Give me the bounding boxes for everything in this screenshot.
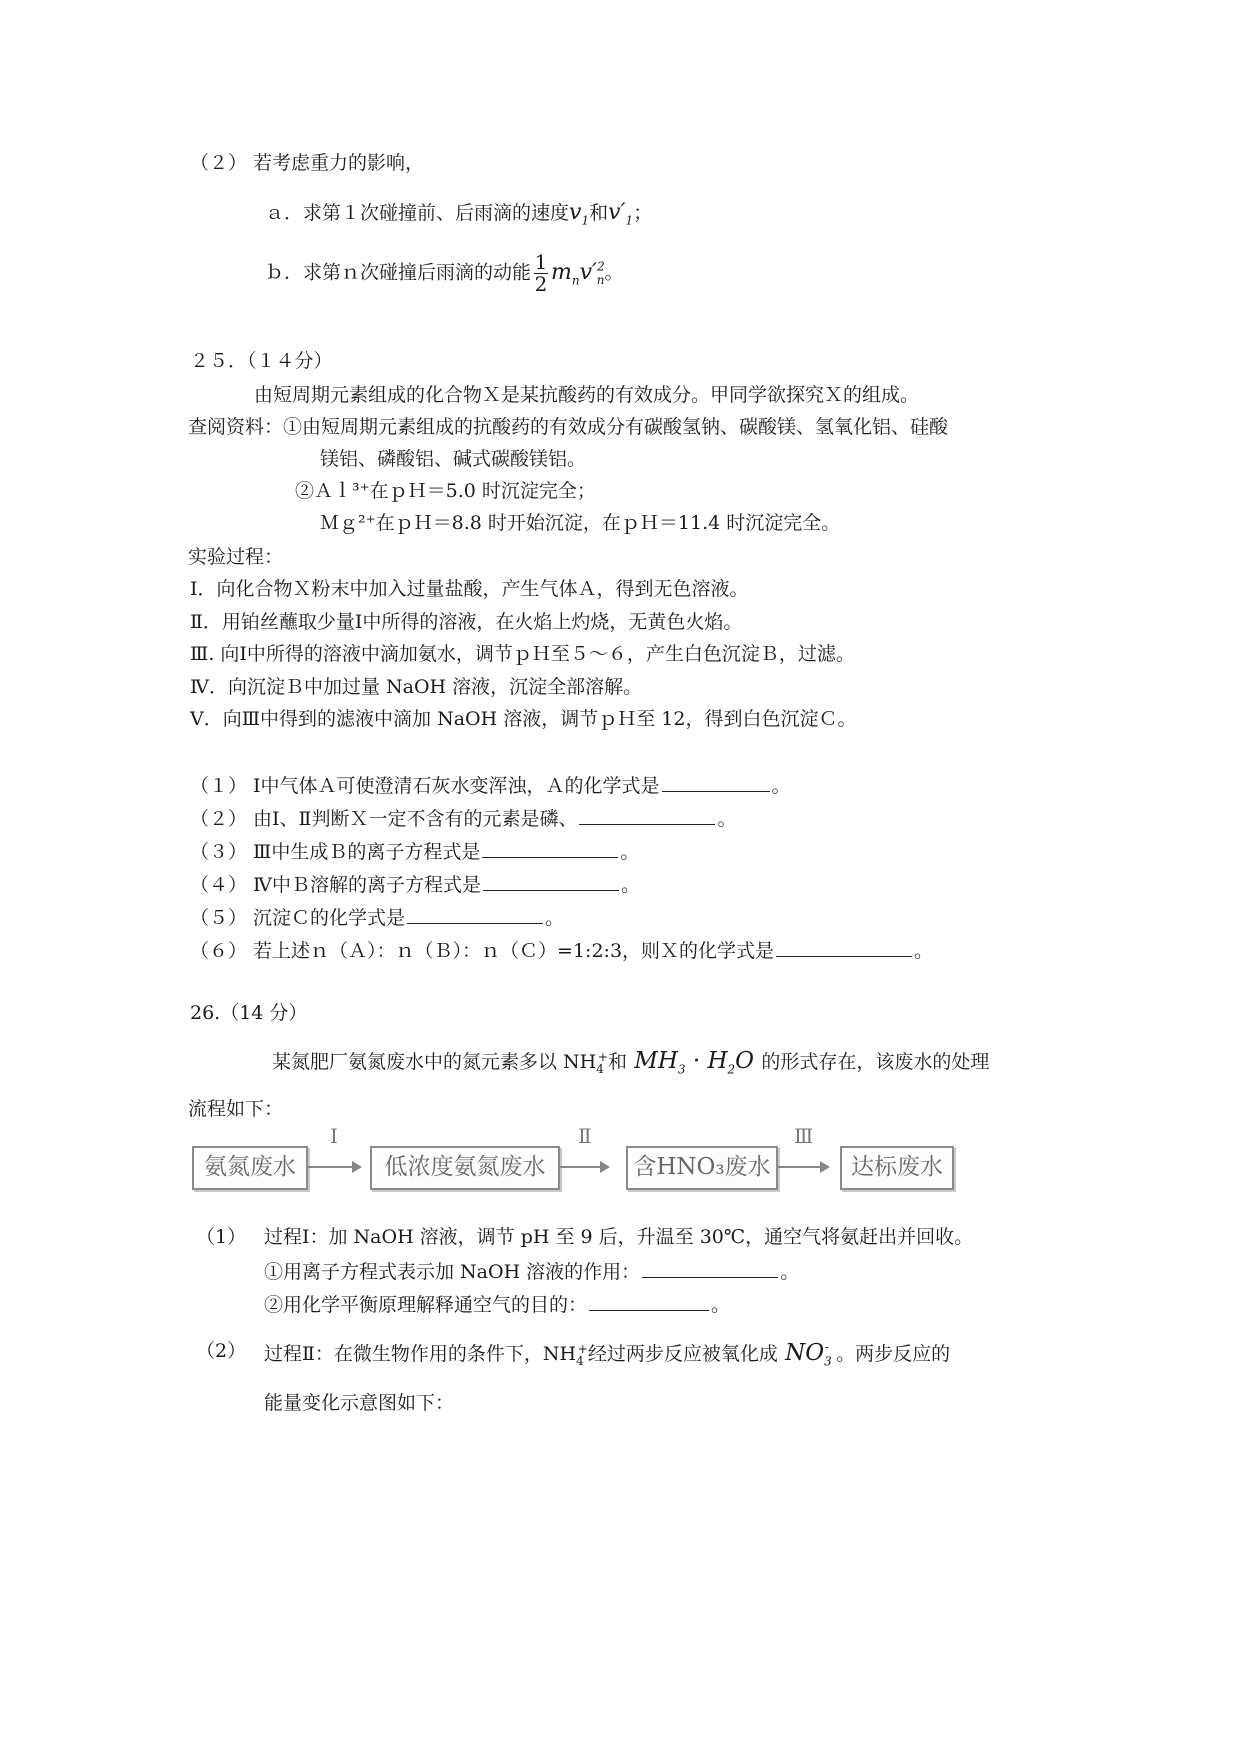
q25-header: ２５．（１４分） xyxy=(190,350,333,372)
q25-question-4-text: （４） Ⅳ中Ｂ溶解的离子方程式是 xyxy=(190,874,482,896)
v1-symbol: $v_1$ xyxy=(569,200,590,228)
answer-blank-5[interactable] xyxy=(407,905,543,924)
q25-step-5: Ⅴ．向Ⅲ中得到的滤液中滴加 NaOH 溶液，调节ｐＨ至 12，得到白色沉淀Ｃ。 xyxy=(190,708,857,730)
q26-part2-b: 经过两步反应被氧化成 xyxy=(587,1343,778,1365)
q25-reference-2: ②Ａｌ³⁺在ｐＨ＝5.0 时沉淀完全； xyxy=(295,480,596,502)
q24-part-a-mid: 和 xyxy=(589,202,609,224)
flow-step-1: Ⅰ xyxy=(330,1124,338,1148)
q25-question-1-text: （１） Ⅰ中气体Ａ可使澄清石灰水变浑浊，Ａ的化学式是 xyxy=(190,775,660,797)
answer-blank-6[interactable] xyxy=(776,938,912,957)
flow-arrow-1 xyxy=(308,1166,360,1168)
answer-blank-2[interactable] xyxy=(579,806,715,825)
answer-blank-7[interactable] xyxy=(642,1259,778,1278)
q25-step-2: Ⅱ．用铂丝蘸取少量Ⅰ中所得的溶液，在火焰上灼烧，无黄色火焰。 xyxy=(190,611,743,633)
q25-reference-1: 查阅资料：①由短周期元素组成的抗酸药的有效成分有碳酸氢钠、碳酸镁、氢氧化铝、硅酸 xyxy=(188,416,949,438)
q24-part-a-text: ａ．求第１次碰撞前、后雨滴的速度 xyxy=(265,202,570,224)
q25-question-6 xyxy=(190,938,933,963)
q26-part1-b-text: ②用化学平衡原理解释通空气的目的： xyxy=(264,1294,588,1316)
q25-question-3-text: （３） Ⅲ中生成Ｂ的离子方程式是 xyxy=(190,841,481,863)
q26-intro: 某氮肥厂氨氮废水中的氮元素多以 $NH_4^+$和 $MH_3 \cdot H_2O$ 的形式存在，该废水的处理 xyxy=(272,1048,990,1077)
flow-step-3: Ⅲ xyxy=(794,1124,814,1148)
flow-box-hno3-wastewater: 含HNO₃废水 xyxy=(626,1146,778,1190)
flow-box-compliant-wastewater: 达标废水 xyxy=(840,1146,954,1190)
q25-question-2 xyxy=(190,806,736,831)
answer-blank-1[interactable] xyxy=(662,773,770,792)
q25-question-5-text: （５） 沉淀Ｃ的化学式是 xyxy=(190,907,406,929)
q25-step-3: Ⅲ. 向Ⅰ中所得的溶液中滴加氨水，调节ｐＨ至５～６，产生白色沉淀Ｂ，过滤。 xyxy=(190,643,855,665)
q26-part2-c: 。两步反应的 xyxy=(836,1343,951,1365)
q25-question-3 xyxy=(190,839,639,864)
q25-question-5-end: 。 xyxy=(545,907,565,929)
q24-part-b xyxy=(265,252,623,295)
q26-part1-b-end: 。 xyxy=(711,1294,731,1316)
q25-question-6-end: 。 xyxy=(914,940,934,962)
q25-question-2-end: 。 xyxy=(717,808,737,830)
q25-question-2-text: （２） 由Ⅰ、Ⅱ判断Ｘ一定不含有的元素是磷、 xyxy=(190,808,578,830)
q26-part1-label: （1） xyxy=(196,1226,247,1248)
q26-part2-label: （2） xyxy=(196,1340,247,1362)
q25-reference-1b: 镁铝、磷酸铝、碱式碳酸镁铝。 xyxy=(320,448,587,470)
q26-part1-b xyxy=(264,1292,730,1317)
q25-question-3-end: 。 xyxy=(620,841,640,863)
q26-part1-a-end: 。 xyxy=(780,1261,800,1283)
q26-intro-a: 某氮肥厂氨氮废水中的氮元素多以 NH xyxy=(272,1051,597,1073)
q25-step-1: Ⅰ．向化合物Ｘ粉末中加入过量盐酸，产生气体Ａ，得到无色溶液。 xyxy=(190,578,749,600)
flow-step-2: Ⅱ xyxy=(578,1124,592,1148)
q26-part1-a-text: ①用离子方程式表示加 NaOH 溶液的作用： xyxy=(264,1261,641,1283)
kinetic-energy-formula: $m_nv'^2_n$ xyxy=(551,259,605,287)
answer-blank-3[interactable] xyxy=(482,839,618,858)
nitrate-formula: $NO_3^-$ xyxy=(777,1340,832,1369)
q24-part-b-end: 。 xyxy=(604,261,624,284)
q26-part2-line2: 能量变化示意图如下： xyxy=(264,1392,455,1414)
q25-question-6-text: （６） 若上述ｎ（Ａ）：ｎ（Ｂ）：ｎ（Ｃ）=1:2:3，则Ｘ的化学式是 xyxy=(190,940,775,962)
q25-question-5 xyxy=(190,905,564,930)
flow-arrow-3 xyxy=(778,1166,828,1168)
q24-part-a-end: ； xyxy=(633,202,653,224)
flow-arrow-2 xyxy=(560,1166,608,1168)
q24-part2: （２） 若考虑重力的影响， xyxy=(190,152,425,174)
v1-prime-symbol: $v'_1$ xyxy=(608,200,634,228)
q25-reference-3: Ｍｇ²⁺在ｐＨ＝8.8 时开始沉淀，在ｐＨ＝11.4 时沉淀完全。 xyxy=(320,512,841,534)
q25-intro: 由短周期元素组成的化合物Ｘ是某抗酸药的有效成分。甲同学欲探究Ｘ的组成。 xyxy=(254,384,920,406)
process-flow-diagram xyxy=(192,1124,972,1192)
flow-box-ammonia-wastewater: 氨氮废水 xyxy=(192,1146,308,1190)
q25-step-4: Ⅳ．向沉淀Ｂ中加过量 NaOH 溶液，沉淀全部溶解。 xyxy=(190,676,643,698)
q24-part-a xyxy=(265,200,652,228)
q25-question-1 xyxy=(190,773,791,798)
one-half-fraction: $\frac{1}{2}$ xyxy=(534,250,548,296)
flow-box-low-concentration: 低浓度氨氮废水 xyxy=(370,1146,560,1190)
q26-intro-b: 和 xyxy=(607,1051,627,1073)
q25-question-1-end: 。 xyxy=(771,775,791,797)
q25-question-4 xyxy=(190,872,640,897)
answer-blank-4[interactable] xyxy=(483,872,619,891)
q26-part2: 过程Ⅱ：在微生物作用的条件下，$NH_4^+$经过两步反应被氧化成 $NO_3^-$ 。两步反应的 xyxy=(264,1340,951,1369)
q26-part1: 过程Ⅰ：加 NaOH 溶液，调节 pH 至 9 后，升温至 30℃，通空气将氨赶出并回收。 xyxy=(264,1226,974,1248)
q26-intro-c: 的形式存在，该废水的处理 xyxy=(761,1051,990,1073)
q25-process-title: 实验过程： xyxy=(188,546,284,568)
ammonia-hydrate-formula: $MH_3 \cdot H_2O$ xyxy=(626,1048,762,1077)
q26-intro-2: 流程如下： xyxy=(188,1098,284,1120)
q25-question-4-end: 。 xyxy=(621,874,641,896)
q26-part1-a xyxy=(264,1259,799,1284)
answer-blank-8[interactable] xyxy=(589,1292,709,1311)
q26-header: 26.（14 分） xyxy=(190,1002,308,1024)
q26-part2-a: 过程Ⅱ：在微生物作用的条件下，NH xyxy=(264,1343,577,1365)
q24-part-b-text: ｂ．求第ｎ次碰撞后雨滴的动能 xyxy=(265,261,532,284)
